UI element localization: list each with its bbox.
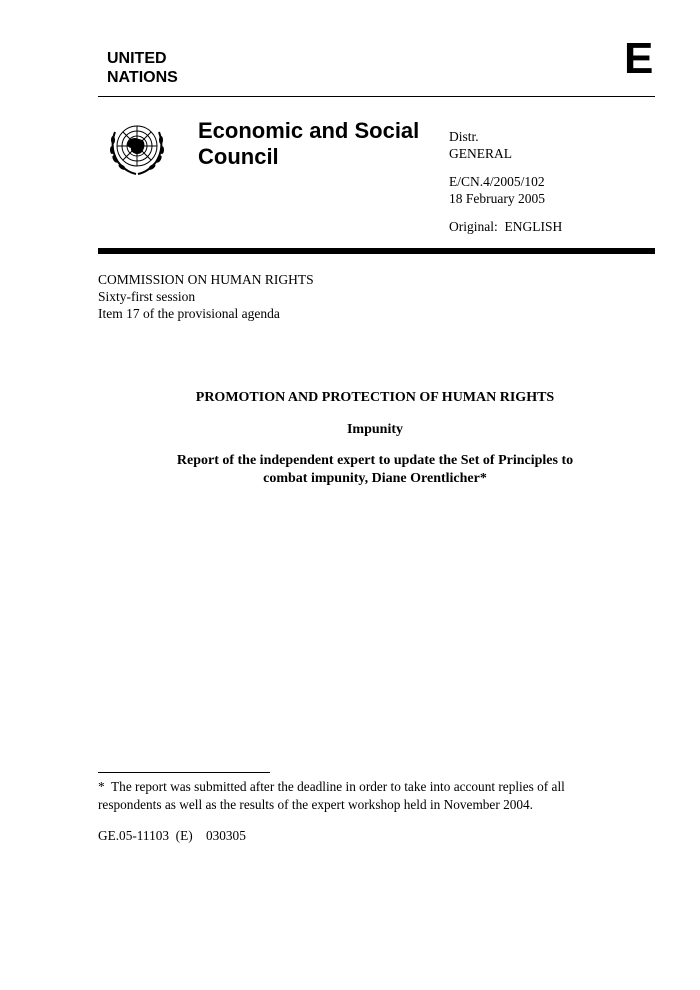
document-date: 18 February 2005	[449, 191, 545, 206]
masthead-divider	[98, 248, 655, 254]
distribution-block	[449, 128, 512, 162]
document-subheading: Impunity	[346, 422, 404, 437]
footnote-divider	[98, 772, 270, 773]
report-title-line1: Report of the independent expert to update the Set of Principles to	[176, 453, 574, 468]
commission-name: COMMISSION ON HUMAN RIGHTS	[98, 272, 314, 287]
council-name-line2: Council	[198, 144, 279, 169]
report-title-line2: combat impunity, Diane Orentlicher*	[263, 471, 487, 486]
distribution-label: Distr.	[449, 129, 479, 144]
session-info	[98, 271, 314, 322]
header-divider	[98, 96, 655, 97]
council-name	[198, 118, 419, 170]
un-emblem-icon	[106, 118, 168, 180]
original-language: Original: ENGLISH	[449, 219, 563, 234]
report-title	[80, 452, 670, 488]
session-name: Sixty-first session	[98, 289, 196, 304]
organization-name-line1: UNITED	[107, 50, 167, 67]
agenda-item: Item 17 of the provisional agenda	[98, 306, 280, 321]
organization-name	[107, 49, 178, 87]
distribution-value: GENERAL	[449, 146, 512, 161]
document-symbol: E/CN.4/2005/102	[449, 174, 545, 189]
organization-name-line2: NATIONS	[107, 69, 178, 86]
document-heading: PROMOTION AND PROTECTION OF HUMAN RIGHTS	[195, 390, 555, 405]
footnote-line2: respondents as well as the results of the expert workshop held in November 2004.	[98, 797, 534, 812]
footnote	[98, 778, 638, 814]
document-language-letter: E	[624, 34, 654, 83]
council-name-line1: Economic and Social	[198, 118, 420, 143]
symbol-date-block	[449, 173, 545, 207]
footnote-line1: * The report was submitted after the deadline in order to take into account replies of all	[98, 779, 565, 794]
job-number: GE.05-11103 (E) 030305	[98, 828, 246, 843]
